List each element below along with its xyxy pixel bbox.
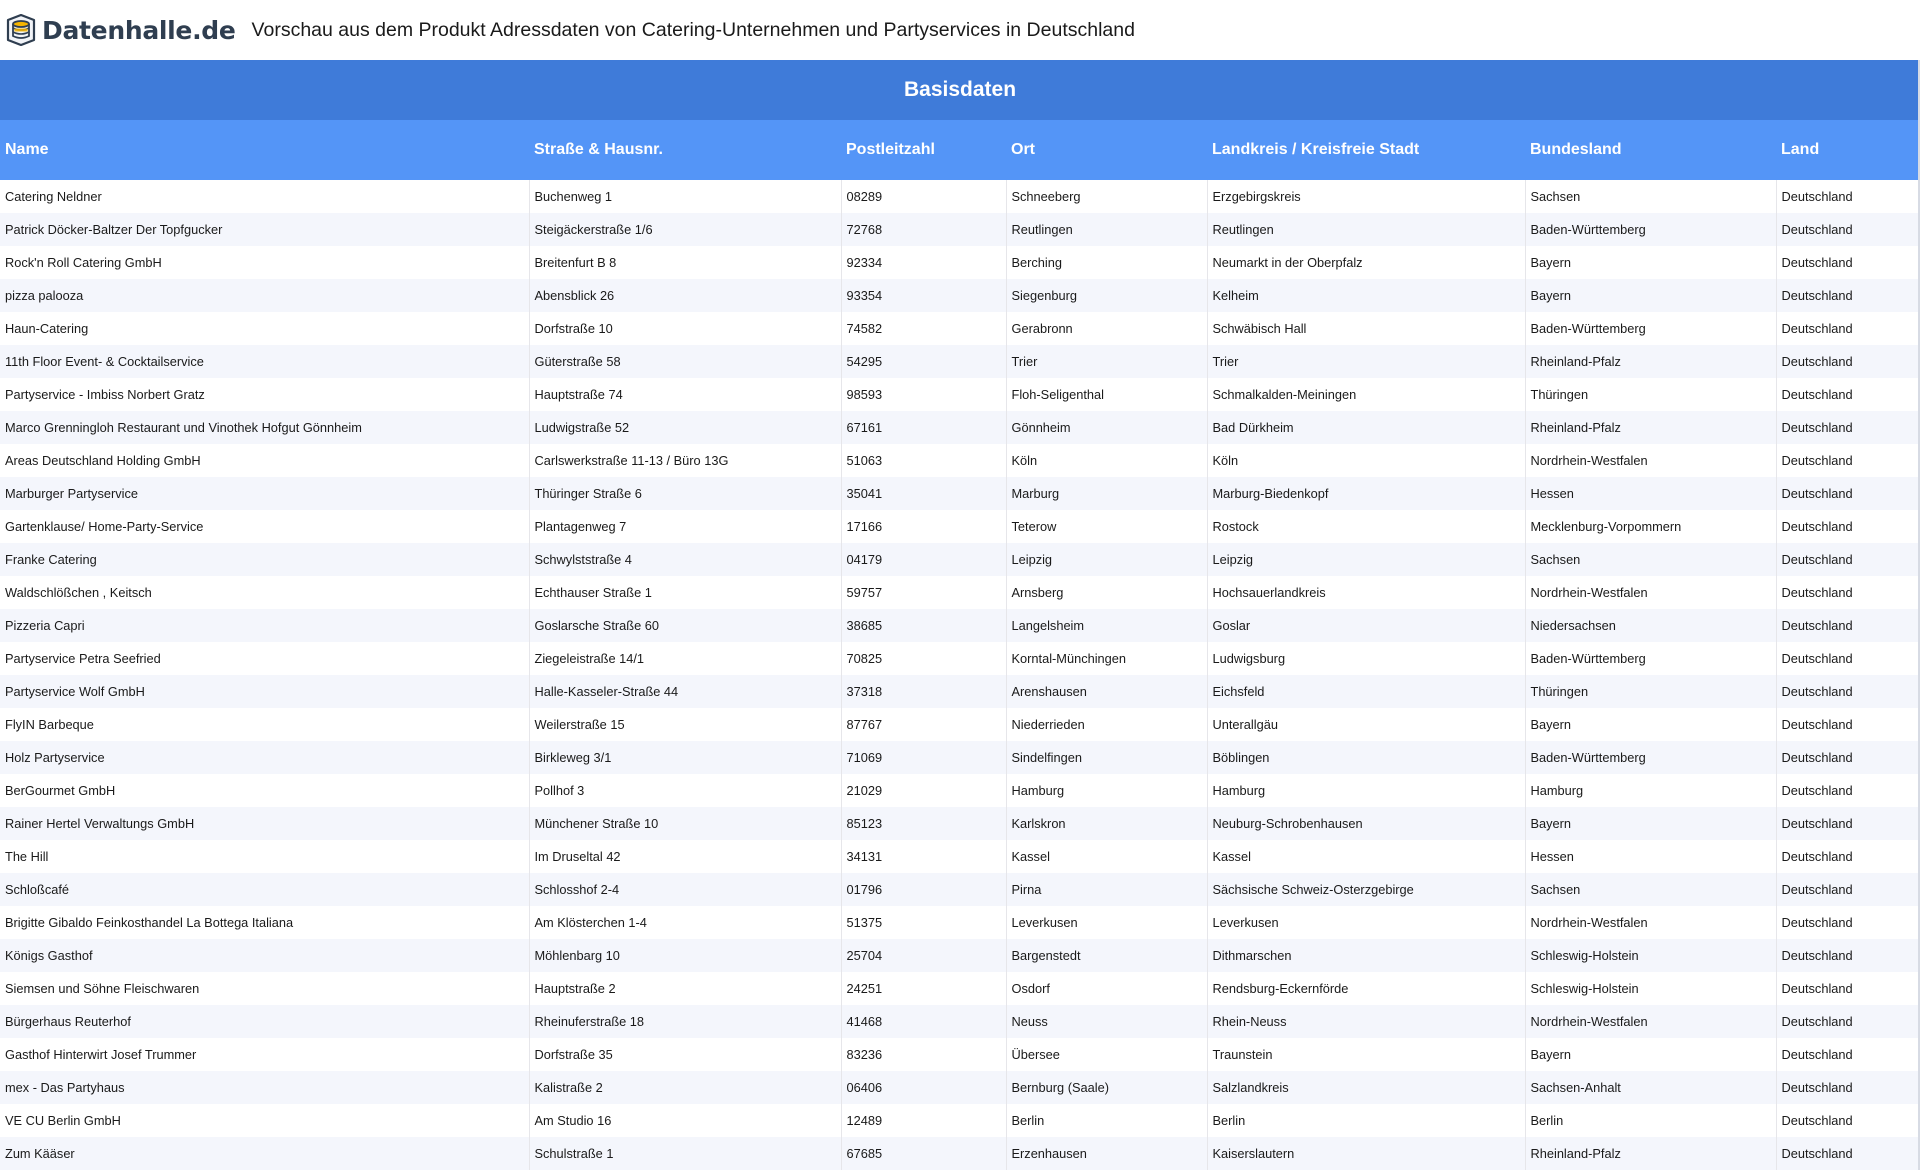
cell-landkreis: Hamburg [1207,774,1525,807]
cell-name: Zum Kääser [0,1137,529,1170]
cell-postleitzahl: 12489 [841,1104,1006,1137]
cell-land: Deutschland [1776,708,1920,741]
table-row[interactable] [0,312,1920,345]
cell-name: Siemsen und Söhne Fleischwaren [0,972,529,1005]
table-row[interactable] [0,477,1920,510]
table-row[interactable] [0,906,1920,939]
table-row[interactable] [0,741,1920,774]
cell-landkreis: Hochsauerlandkreis [1207,576,1525,609]
cell-postleitzahl: 41468 [841,1005,1006,1038]
cell-ort: Leverkusen [1006,906,1207,939]
cell-bundesland: Rheinland-Pfalz [1525,1137,1776,1170]
cell-bundesland: Schleswig-Holstein [1525,972,1776,1005]
cell-landkreis: Ludwigsburg [1207,642,1525,675]
cell-postleitzahl: 35041 [841,477,1006,510]
cell-strasse-hausnr: Weilerstraße 15 [529,708,841,741]
cell-strasse-hausnr: Thüringer Straße 6 [529,477,841,510]
table-row[interactable] [0,1038,1920,1071]
cell-postleitzahl: 06406 [841,1071,1006,1104]
cell-postleitzahl: 87767 [841,708,1006,741]
table-row[interactable] [0,345,1920,378]
cell-bundesland: Bayern [1525,1038,1776,1071]
cell-landkreis: Goslar [1207,609,1525,642]
cell-landkreis: Berlin [1207,1104,1525,1137]
cell-land: Deutschland [1776,345,1920,378]
table-body [0,180,1920,1170]
cell-bundesland: Sachsen [1525,543,1776,576]
cell-postleitzahl: 93354 [841,279,1006,312]
column-header-row [0,120,1920,180]
cell-name: Schloßcafé [0,873,529,906]
cell-strasse-hausnr: Hauptstraße 2 [529,972,841,1005]
cell-bundesland: Rheinland-Pfalz [1525,345,1776,378]
cell-land: Deutschland [1776,939,1920,972]
table-row[interactable] [0,378,1920,411]
cell-landkreis: Böblingen [1207,741,1525,774]
cell-name: Catering Neldner [0,180,529,213]
cell-bundesland: Thüringen [1525,675,1776,708]
cell-ort: Floh-Seligenthal [1006,378,1207,411]
cell-bundesland: Nordrhein-Westfalen [1525,444,1776,477]
cell-postleitzahl: 67685 [841,1137,1006,1170]
cell-land: Deutschland [1776,807,1920,840]
cell-land: Deutschland [1776,543,1920,576]
cell-landkreis: Trier [1207,345,1525,378]
cell-ort: Gerabronn [1006,312,1207,345]
table-row[interactable] [0,444,1920,477]
cell-postleitzahl: 74582 [841,312,1006,345]
cell-landkreis: Kaiserslautern [1207,1137,1525,1170]
cell-land: Deutschland [1776,510,1920,543]
cell-postleitzahl: 21029 [841,774,1006,807]
column-header-landkreis[interactable]: Landkreis / Kreisfreie Stadt [1207,120,1525,180]
cell-land: Deutschland [1776,477,1920,510]
table-row[interactable] [0,609,1920,642]
cell-strasse-hausnr: Halle-Kasseler-Straße 44 [529,675,841,708]
cell-landkreis: Dithmarschen [1207,939,1525,972]
cell-landkreis: Sächsische Schweiz-Osterzgebirge [1207,873,1525,906]
cell-landkreis: Erzgebirgskreis [1207,180,1525,213]
cell-name: Brigitte Gibaldo Feinkosthandel La Bottega Italiana [0,906,529,939]
cell-strasse-hausnr: Plantagenweg 7 [529,510,841,543]
cell-bundesland: Bayern [1525,279,1776,312]
cell-land: Deutschland [1776,609,1920,642]
cell-ort: Übersee [1006,1038,1207,1071]
cell-strasse-hausnr: Breitenfurt B 8 [529,246,841,279]
cell-landkreis: Reutlingen [1207,213,1525,246]
cell-ort: Pirna [1006,873,1207,906]
cell-ort: Leipzig [1006,543,1207,576]
logo[interactable] [6,14,236,46]
cell-bundesland: Sachsen-Anhalt [1525,1071,1776,1104]
cell-ort: Berlin [1006,1104,1207,1137]
data-table-container [0,60,1920,1170]
cell-bundesland: Berlin [1525,1104,1776,1137]
cell-land: Deutschland [1776,906,1920,939]
cell-bundesland: Schleswig-Holstein [1525,939,1776,972]
cell-ort: Gönnheim [1006,411,1207,444]
cell-landkreis: Neuburg-Schrobenhausen [1207,807,1525,840]
cell-name: VE CU Berlin GmbH [0,1104,529,1137]
column-header-ort[interactable]: Ort [1006,120,1207,180]
cell-bundesland: Bayern [1525,708,1776,741]
cell-landkreis: Köln [1207,444,1525,477]
cell-postleitzahl: 38685 [841,609,1006,642]
cell-postleitzahl: 83236 [841,1038,1006,1071]
cell-postleitzahl: 34131 [841,840,1006,873]
table-row[interactable] [0,807,1920,840]
cell-name: The Hill [0,840,529,873]
database-logo-icon [6,14,36,46]
cell-ort: Köln [1006,444,1207,477]
cell-bundesland: Bayern [1525,246,1776,279]
cell-strasse-hausnr: Ludwigstraße 52 [529,411,841,444]
cell-name: Marburger Partyservice [0,477,529,510]
table-row[interactable] [0,774,1920,807]
cell-landkreis: Traunstein [1207,1038,1525,1071]
cell-strasse-hausnr: Kalistraße 2 [529,1071,841,1104]
cell-name: Waldschlößchen , Keitsch [0,576,529,609]
cell-bundesland: Baden-Württemberg [1525,213,1776,246]
cell-strasse-hausnr: Echthauser Straße 1 [529,576,841,609]
cell-name: Rainer Hertel Verwaltungs GmbH [0,807,529,840]
cell-strasse-hausnr: Carlswerkstraße 11-13 / Büro 13G [529,444,841,477]
table-row[interactable] [0,1137,1920,1170]
cell-landkreis: Neumarkt in der Oberpfalz [1207,246,1525,279]
cell-land: Deutschland [1776,1038,1920,1071]
cell-ort: Arnsberg [1006,576,1207,609]
cell-landkreis: Rhein-Neuss [1207,1005,1525,1038]
cell-postleitzahl: 04179 [841,543,1006,576]
table-row[interactable] [0,180,1920,213]
cell-land: Deutschland [1776,741,1920,774]
cell-strasse-hausnr: Schlosshof 2-4 [529,873,841,906]
table-row[interactable] [0,279,1920,312]
cell-strasse-hausnr: Hauptstraße 74 [529,378,841,411]
cell-land: Deutschland [1776,180,1920,213]
cell-land: Deutschland [1776,675,1920,708]
cell-name: Partyservice Petra Seefried [0,642,529,675]
cell-postleitzahl: 25704 [841,939,1006,972]
cell-bundesland: Bayern [1525,807,1776,840]
cell-name: mex - Das Partyhaus [0,1071,529,1104]
cell-land: Deutschland [1776,840,1920,873]
table-row[interactable] [0,1005,1920,1038]
cell-postleitzahl: 08289 [841,180,1006,213]
cell-landkreis: Schwäbisch Hall [1207,312,1525,345]
column-header-postleitzahl[interactable]: Postleitzahl [841,120,1006,180]
cell-bundesland: Sachsen [1525,180,1776,213]
table-row[interactable] [0,1071,1920,1104]
column-header-bundesland[interactable]: Bundesland [1525,120,1776,180]
cell-postleitzahl: 51375 [841,906,1006,939]
cell-land: Deutschland [1776,312,1920,345]
cell-postleitzahl: 71069 [841,741,1006,774]
cell-strasse-hausnr: Am Klösterchen 1-4 [529,906,841,939]
cell-name: Areas Deutschland Holding GmbH [0,444,529,477]
cell-land: Deutschland [1776,279,1920,312]
cell-name: Bürgerhaus Reuterhof [0,1005,529,1038]
cell-strasse-hausnr: Steigäckerstraße 1/6 [529,213,841,246]
cell-name: Gasthof Hinterwirt Josef Trummer [0,1038,529,1071]
cell-bundesland: Nordrhein-Westfalen [1525,1005,1776,1038]
cell-postleitzahl: 92334 [841,246,1006,279]
cell-postleitzahl: 51063 [841,444,1006,477]
cell-strasse-hausnr: Abensblick 26 [529,279,841,312]
cell-strasse-hausnr: Güterstraße 58 [529,345,841,378]
cell-land: Deutschland [1776,1104,1920,1137]
cell-ort: Berching [1006,246,1207,279]
cell-bundesland: Niedersachsen [1525,609,1776,642]
cell-land: Deutschland [1776,444,1920,477]
cell-landkreis: Salzlandkreis [1207,1071,1525,1104]
cell-land: Deutschland [1776,774,1920,807]
cell-ort: Erzenhausen [1006,1137,1207,1170]
cell-land: Deutschland [1776,1137,1920,1170]
table-row[interactable] [0,642,1920,675]
table-row[interactable] [0,708,1920,741]
cell-bundesland: Baden-Württemberg [1525,741,1776,774]
cell-postleitzahl: 17166 [841,510,1006,543]
cell-landkreis: Leverkusen [1207,906,1525,939]
cell-name: Königs Gasthof [0,939,529,972]
cell-postleitzahl: 67161 [841,411,1006,444]
address-table [0,60,1920,1170]
cell-postleitzahl: 70825 [841,642,1006,675]
cell-ort: Arenshausen [1006,675,1207,708]
cell-ort: Teterow [1006,510,1207,543]
cell-ort: Hamburg [1006,774,1207,807]
cell-land: Deutschland [1776,642,1920,675]
cell-landkreis: Kelheim [1207,279,1525,312]
cell-strasse-hausnr: Möhlenbarg 10 [529,939,841,972]
cell-ort: Bargenstedt [1006,939,1207,972]
cell-landkreis: Eichsfeld [1207,675,1525,708]
cell-bundesland: Sachsen [1525,873,1776,906]
cell-landkreis: Unterallgäu [1207,708,1525,741]
cell-bundesland: Nordrhein-Westfalen [1525,576,1776,609]
column-header-strasse-hausnr[interactable]: Straße & Hausnr. [529,120,841,180]
table-row[interactable] [0,873,1920,906]
cell-name: Patrick Döcker-Baltzer Der Topfgucker [0,213,529,246]
cell-strasse-hausnr: Ziegeleistraße 14/1 [529,642,841,675]
cell-ort: Niederrieden [1006,708,1207,741]
cell-name: pizza palooza [0,279,529,312]
cell-land: Deutschland [1776,213,1920,246]
table-row[interactable] [0,510,1920,543]
cell-ort: Trier [1006,345,1207,378]
cell-ort: Karlskron [1006,807,1207,840]
cell-landkreis: Kassel [1207,840,1525,873]
table-row[interactable] [0,411,1920,444]
table-row[interactable] [0,246,1920,279]
table-row[interactable] [0,675,1920,708]
cell-land: Deutschland [1776,411,1920,444]
cell-name: Rock'n Roll Catering GmbH [0,246,529,279]
cell-landkreis: Rostock [1207,510,1525,543]
cell-strasse-hausnr: Münchener Straße 10 [529,807,841,840]
cell-name: Haun-Catering [0,312,529,345]
cell-postleitzahl: 54295 [841,345,1006,378]
cell-postleitzahl: 37318 [841,675,1006,708]
cell-ort: Korntal-Münchingen [1006,642,1207,675]
cell-postleitzahl: 59757 [841,576,1006,609]
cell-landkreis: Marburg-Biedenkopf [1207,477,1525,510]
cell-land: Deutschland [1776,576,1920,609]
cell-postleitzahl: 72768 [841,213,1006,246]
cell-land: Deutschland [1776,1071,1920,1104]
cell-name: Partyservice Wolf GmbH [0,675,529,708]
cell-postleitzahl: 24251 [841,972,1006,1005]
cell-bundesland: Hamburg [1525,774,1776,807]
cell-strasse-hausnr: Buchenweg 1 [529,180,841,213]
cell-landkreis: Rendsburg-Eckernförde [1207,972,1525,1005]
cell-name: Pizzeria Capri [0,609,529,642]
cell-land: Deutschland [1776,378,1920,411]
cell-strasse-hausnr: Dorfstraße 10 [529,312,841,345]
table-row[interactable] [0,840,1920,873]
table-row[interactable] [0,972,1920,1005]
cell-bundesland: Hessen [1525,840,1776,873]
cell-ort: Sindelfingen [1006,741,1207,774]
cell-strasse-hausnr: Schwylststraße 4 [529,543,841,576]
cell-name: Marco Grenningloh Restaurant und Vinothek Hofgut Gönnheim [0,411,529,444]
column-header-land[interactable]: Land [1776,120,1920,180]
cell-name: 11th Floor Event- & Cocktailservice [0,345,529,378]
cell-bundesland: Baden-Württemberg [1525,642,1776,675]
cell-land: Deutschland [1776,246,1920,279]
table-row[interactable] [0,576,1920,609]
top-bar [0,0,1920,60]
cell-ort: Schneeberg [1006,180,1207,213]
table-row[interactable] [0,1104,1920,1137]
cell-landkreis: Leipzig [1207,543,1525,576]
cell-ort: Siegenburg [1006,279,1207,312]
cell-name: Holz Partyservice [0,741,529,774]
cell-strasse-hausnr: Pollhof 3 [529,774,841,807]
cell-ort: Bernburg (Saale) [1006,1071,1207,1104]
cell-strasse-hausnr: Dorfstraße 35 [529,1038,841,1071]
table-row[interactable] [0,213,1920,246]
cell-strasse-hausnr: Am Studio 16 [529,1104,841,1137]
cell-postleitzahl: 98593 [841,378,1006,411]
cell-bundesland: Mecklenburg-Vorpommern [1525,510,1776,543]
cell-name: Partyservice - Imbiss Norbert Gratz [0,378,529,411]
cell-bundesland: Rheinland-Pfalz [1525,411,1776,444]
cell-bundesland: Baden-Württemberg [1525,312,1776,345]
cell-landkreis: Schmalkalden-Meiningen [1207,378,1525,411]
cell-ort: Langelsheim [1006,609,1207,642]
cell-land: Deutschland [1776,972,1920,1005]
cell-strasse-hausnr: Goslarsche Straße 60 [529,609,841,642]
cell-landkreis: Bad Dürkheim [1207,411,1525,444]
cell-bundesland: Nordrhein-Westfalen [1525,906,1776,939]
cell-land: Deutschland [1776,1005,1920,1038]
cell-land: Deutschland [1776,873,1920,906]
cell-ort: Osdorf [1006,972,1207,1005]
cell-strasse-hausnr: Schulstraße 1 [529,1137,841,1170]
cell-postleitzahl: 85123 [841,807,1006,840]
cell-name: Franke Catering [0,543,529,576]
cell-name: Gartenklause/ Home-Party-Service [0,510,529,543]
cell-ort: Kassel [1006,840,1207,873]
cell-ort: Reutlingen [1006,213,1207,246]
group-header-basisdaten: Basisdaten [0,60,1920,120]
cell-ort: Neuss [1006,1005,1207,1038]
cell-strasse-hausnr: Im Druseltal 42 [529,840,841,873]
cell-bundesland: Thüringen [1525,378,1776,411]
table-row[interactable] [0,939,1920,972]
cell-name: BerGourmet GmbH [0,774,529,807]
table-row[interactable] [0,543,1920,576]
column-header-name[interactable]: Name [0,120,529,180]
cell-bundesland: Hessen [1525,477,1776,510]
cell-name: FlyIN Barbeque [0,708,529,741]
cell-postleitzahl: 01796 [841,873,1006,906]
cell-ort: Marburg [1006,477,1207,510]
logo-text: Datenhalle.de [42,15,236,45]
cell-strasse-hausnr: Birkleweg 3/1 [529,741,841,774]
cell-strasse-hausnr: Rheinuferstraße 18 [529,1005,841,1038]
page-title: Vorschau aus dem Produkt Adressdaten von Catering-Unternehmen und Partyservices in Deutschland [251,18,1135,41]
